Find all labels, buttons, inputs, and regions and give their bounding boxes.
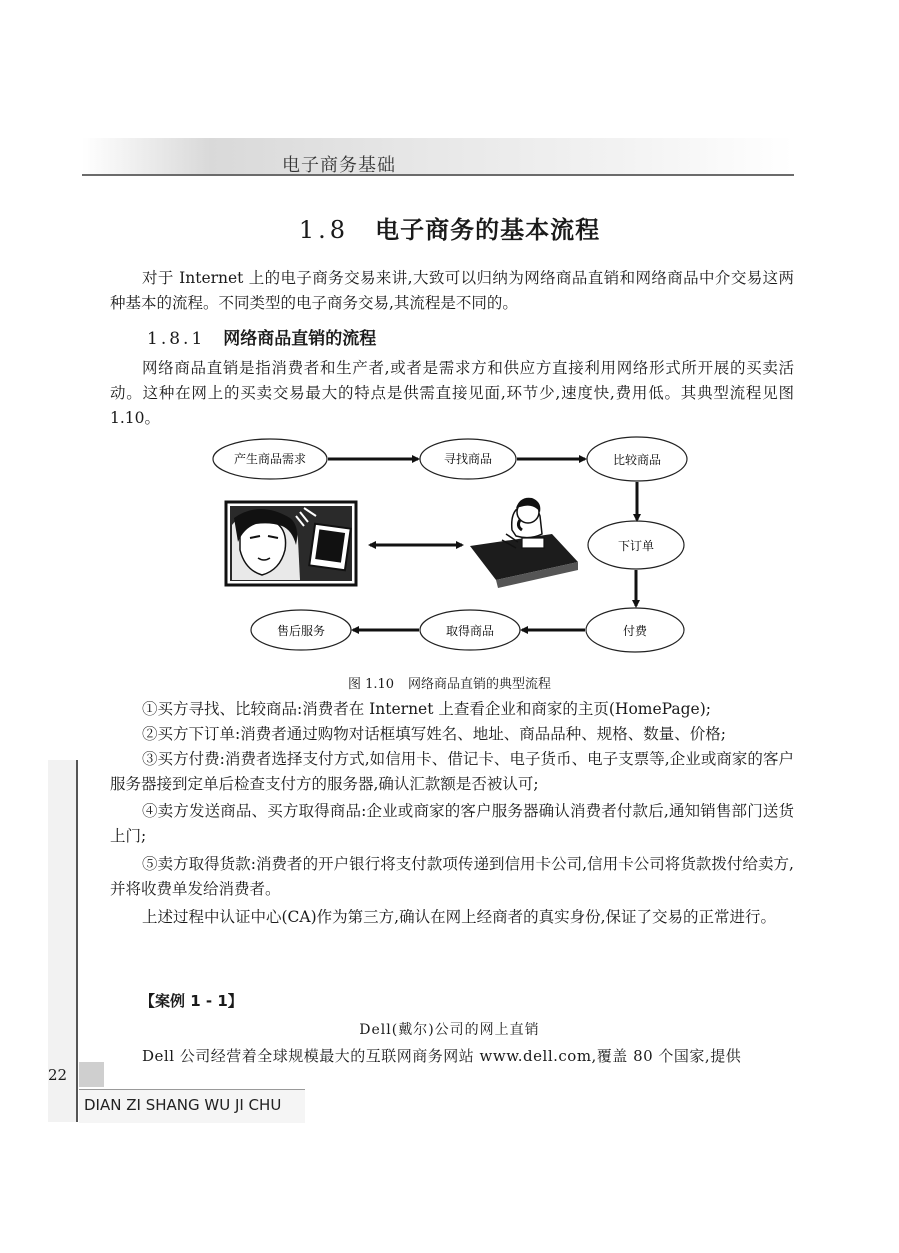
- node-aftersales-label: 售后服务: [276, 624, 326, 638]
- step-5: ⑤卖方取得货款:消费者的开户银行将支付款项传递到信用卡公司,信用卡公司将货款拨付给卖方,并将收费单发给消费者。: [110, 855, 794, 898]
- subsection-paragraph: 网络商品直销是指消费者和生产者,或者是需求方和供应方直接利用网络形式所开展的买卖活动。这种在网上的买卖交易最大的特点是供需直接见面,环节少,速度快,费用低。其典型流程见图 1.10。: [110, 359, 794, 427]
- node-order-label: 下订单: [617, 539, 655, 553]
- header-rule: [82, 174, 794, 176]
- node-compare-label: 比较商品: [612, 453, 662, 467]
- header-band: [82, 138, 794, 176]
- step-1: ①买方寻找、比较商品:消费者在 Internet 上查看企业和商家的主页(HomePage);: [142, 700, 711, 718]
- case-body: Dell 公司经营着全球规模最大的互联网商务网站 www.dell.com,覆盖 80 个国家,提供: [142, 1047, 742, 1065]
- subsection-heading: [147, 324, 376, 349]
- intro-paragraph: 对于 Internet 上的电子商务交易来讲,大致可以归纳为网络商品直销和网络商品中介交易这两种基本的流程。不同类型的电子商务交易,其流程是不同的。: [110, 269, 794, 312]
- seller-phone-illustration: [470, 498, 578, 588]
- step-4: ④卖方发送商品、买方取得商品:企业或商家的客户服务器确认消费者付款后,通知销售部门送货上门;: [110, 802, 794, 845]
- step-3: ③买方付费:消费者选择支付方式,如信用卡、借记卡、电子货币、电子支票等,企业或商家的客户服务器接到定单后检查支付方的服务器,确认汇款额是否被认可;: [110, 750, 794, 793]
- step-2: ②买方下订单:消费者通过购物对话框填写姓名、地址、商品品种、规格、数量、价格;: [142, 725, 726, 743]
- section-number: 1.8: [298, 216, 350, 244]
- node-search-label: 寻找商品: [443, 452, 493, 466]
- case-title: Dell(戴尔)公司的网上直销: [359, 1022, 540, 1038]
- case-label: 【案例 1 - 1】: [140, 992, 243, 1010]
- subsection-number: 1.8.1: [147, 329, 206, 349]
- page-number: 22: [48, 1066, 68, 1084]
- subsection-title: 网络商品直销的流程: [223, 329, 377, 349]
- node-receive-label: 取得商品: [445, 624, 495, 638]
- figure-caption: [0, 673, 899, 692]
- running-footer-title: DIAN ZI SHANG WU JI CHU: [84, 1096, 282, 1114]
- consumer-computer-illustration: [226, 502, 356, 585]
- flow-diagram: [200, 430, 700, 665]
- running-header-title: 电子商务基础: [282, 155, 396, 176]
- node-demand-label: 产生商品需求: [233, 452, 307, 466]
- section-heading: [0, 210, 899, 245]
- page-number-box: [79, 1062, 104, 1087]
- figure-caption-number: 图 1.10: [347, 677, 395, 692]
- closing-paragraph: 上述过程中认证中心(CA)作为第三方,确认在网上经商者的真实身份,保证了交易的正常进行。: [142, 908, 777, 926]
- node-pay-label: 付费: [622, 624, 648, 638]
- figure-caption-text: 网络商品直销的典型流程: [408, 677, 552, 692]
- section-title: 电子商务的基本流程: [375, 215, 601, 244]
- margin-rule: [76, 760, 78, 1122]
